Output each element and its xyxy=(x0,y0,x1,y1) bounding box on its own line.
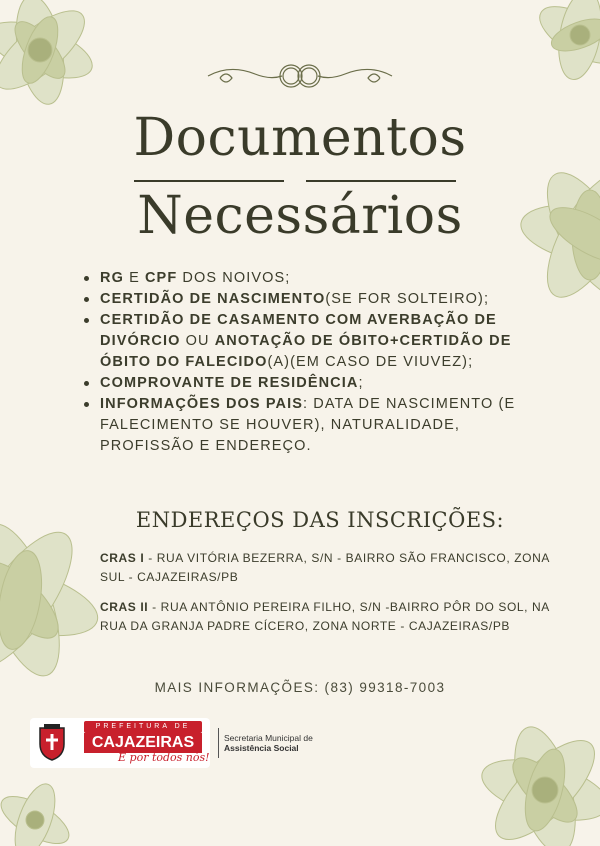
more-info-phone: MAIS INFORMAÇÕES: (83) 99318-7003 xyxy=(154,680,446,695)
title-divider-left xyxy=(134,180,284,182)
addresses-heading: ENDEREÇOS DAS INSCRIÇÕES: xyxy=(135,508,505,532)
list-item: CERTIDÃO DE CASAMENTO COM AVERBAÇÃO DE DIVÓRCIO OU ANOTAÇÃO DE ÓBITO+CERTIDÃO DE ÓBITO DO FALECIDO(A)(EM CASO DE VIUVEZ); xyxy=(82,310,532,373)
logo-divider xyxy=(218,728,219,758)
list-item: CERTIDÃO DE NASCIMENTO(SE FOR SOLTEIRO); xyxy=(82,289,532,310)
list-item: RG E CPF DOS NOIVOS; xyxy=(82,268,532,289)
title-divider-right xyxy=(306,180,456,182)
address-cras-1: CRAS I - RUA VITÓRIA BEZERRA, S/N - BAIRRO SÃO FRANCISCO, ZONA SUL - CAJAZEIRAS/PB xyxy=(100,551,550,584)
list-item: COMPROVANTE DE RESIDÊNCIA; xyxy=(82,373,532,394)
flower-decoration-top-right xyxy=(520,0,600,100)
page-title-line2: Necessários xyxy=(137,186,463,246)
logo-city-name: CAJAZEIRAS xyxy=(84,733,202,753)
logo-prefeitura: PREFEITURA DE xyxy=(84,721,202,733)
page-title-line1: Documentos xyxy=(133,108,467,168)
secretaria-label: Secretaria Municipal de Assistência Social xyxy=(224,733,313,753)
flower-decoration-bottom-right xyxy=(455,700,600,846)
logo-slogan: É por todos nós! xyxy=(118,751,210,764)
flower-decoration-bottom-left xyxy=(0,770,80,846)
rings-ornament-icon xyxy=(200,56,400,96)
list-item: INFORMAÇÕES DOS PAIS: DATA DE NASCIMENTO (E FALECIMENTO SE HOUVER), NATURALIDADE, PROFISSÃO E ENDEREÇO. xyxy=(82,394,532,457)
city-crest-icon xyxy=(36,722,68,762)
address-cras-2: CRAS II - RUA ANTÔNIO PEREIRA FILHO, S/N -BAIRRO PÔR DO SOL, NA RUA DA GRANJA PADRE CÍCERO, ZONA NORTE - CAJAZEIRAS/PB xyxy=(100,600,550,633)
requirements-list xyxy=(82,268,532,457)
